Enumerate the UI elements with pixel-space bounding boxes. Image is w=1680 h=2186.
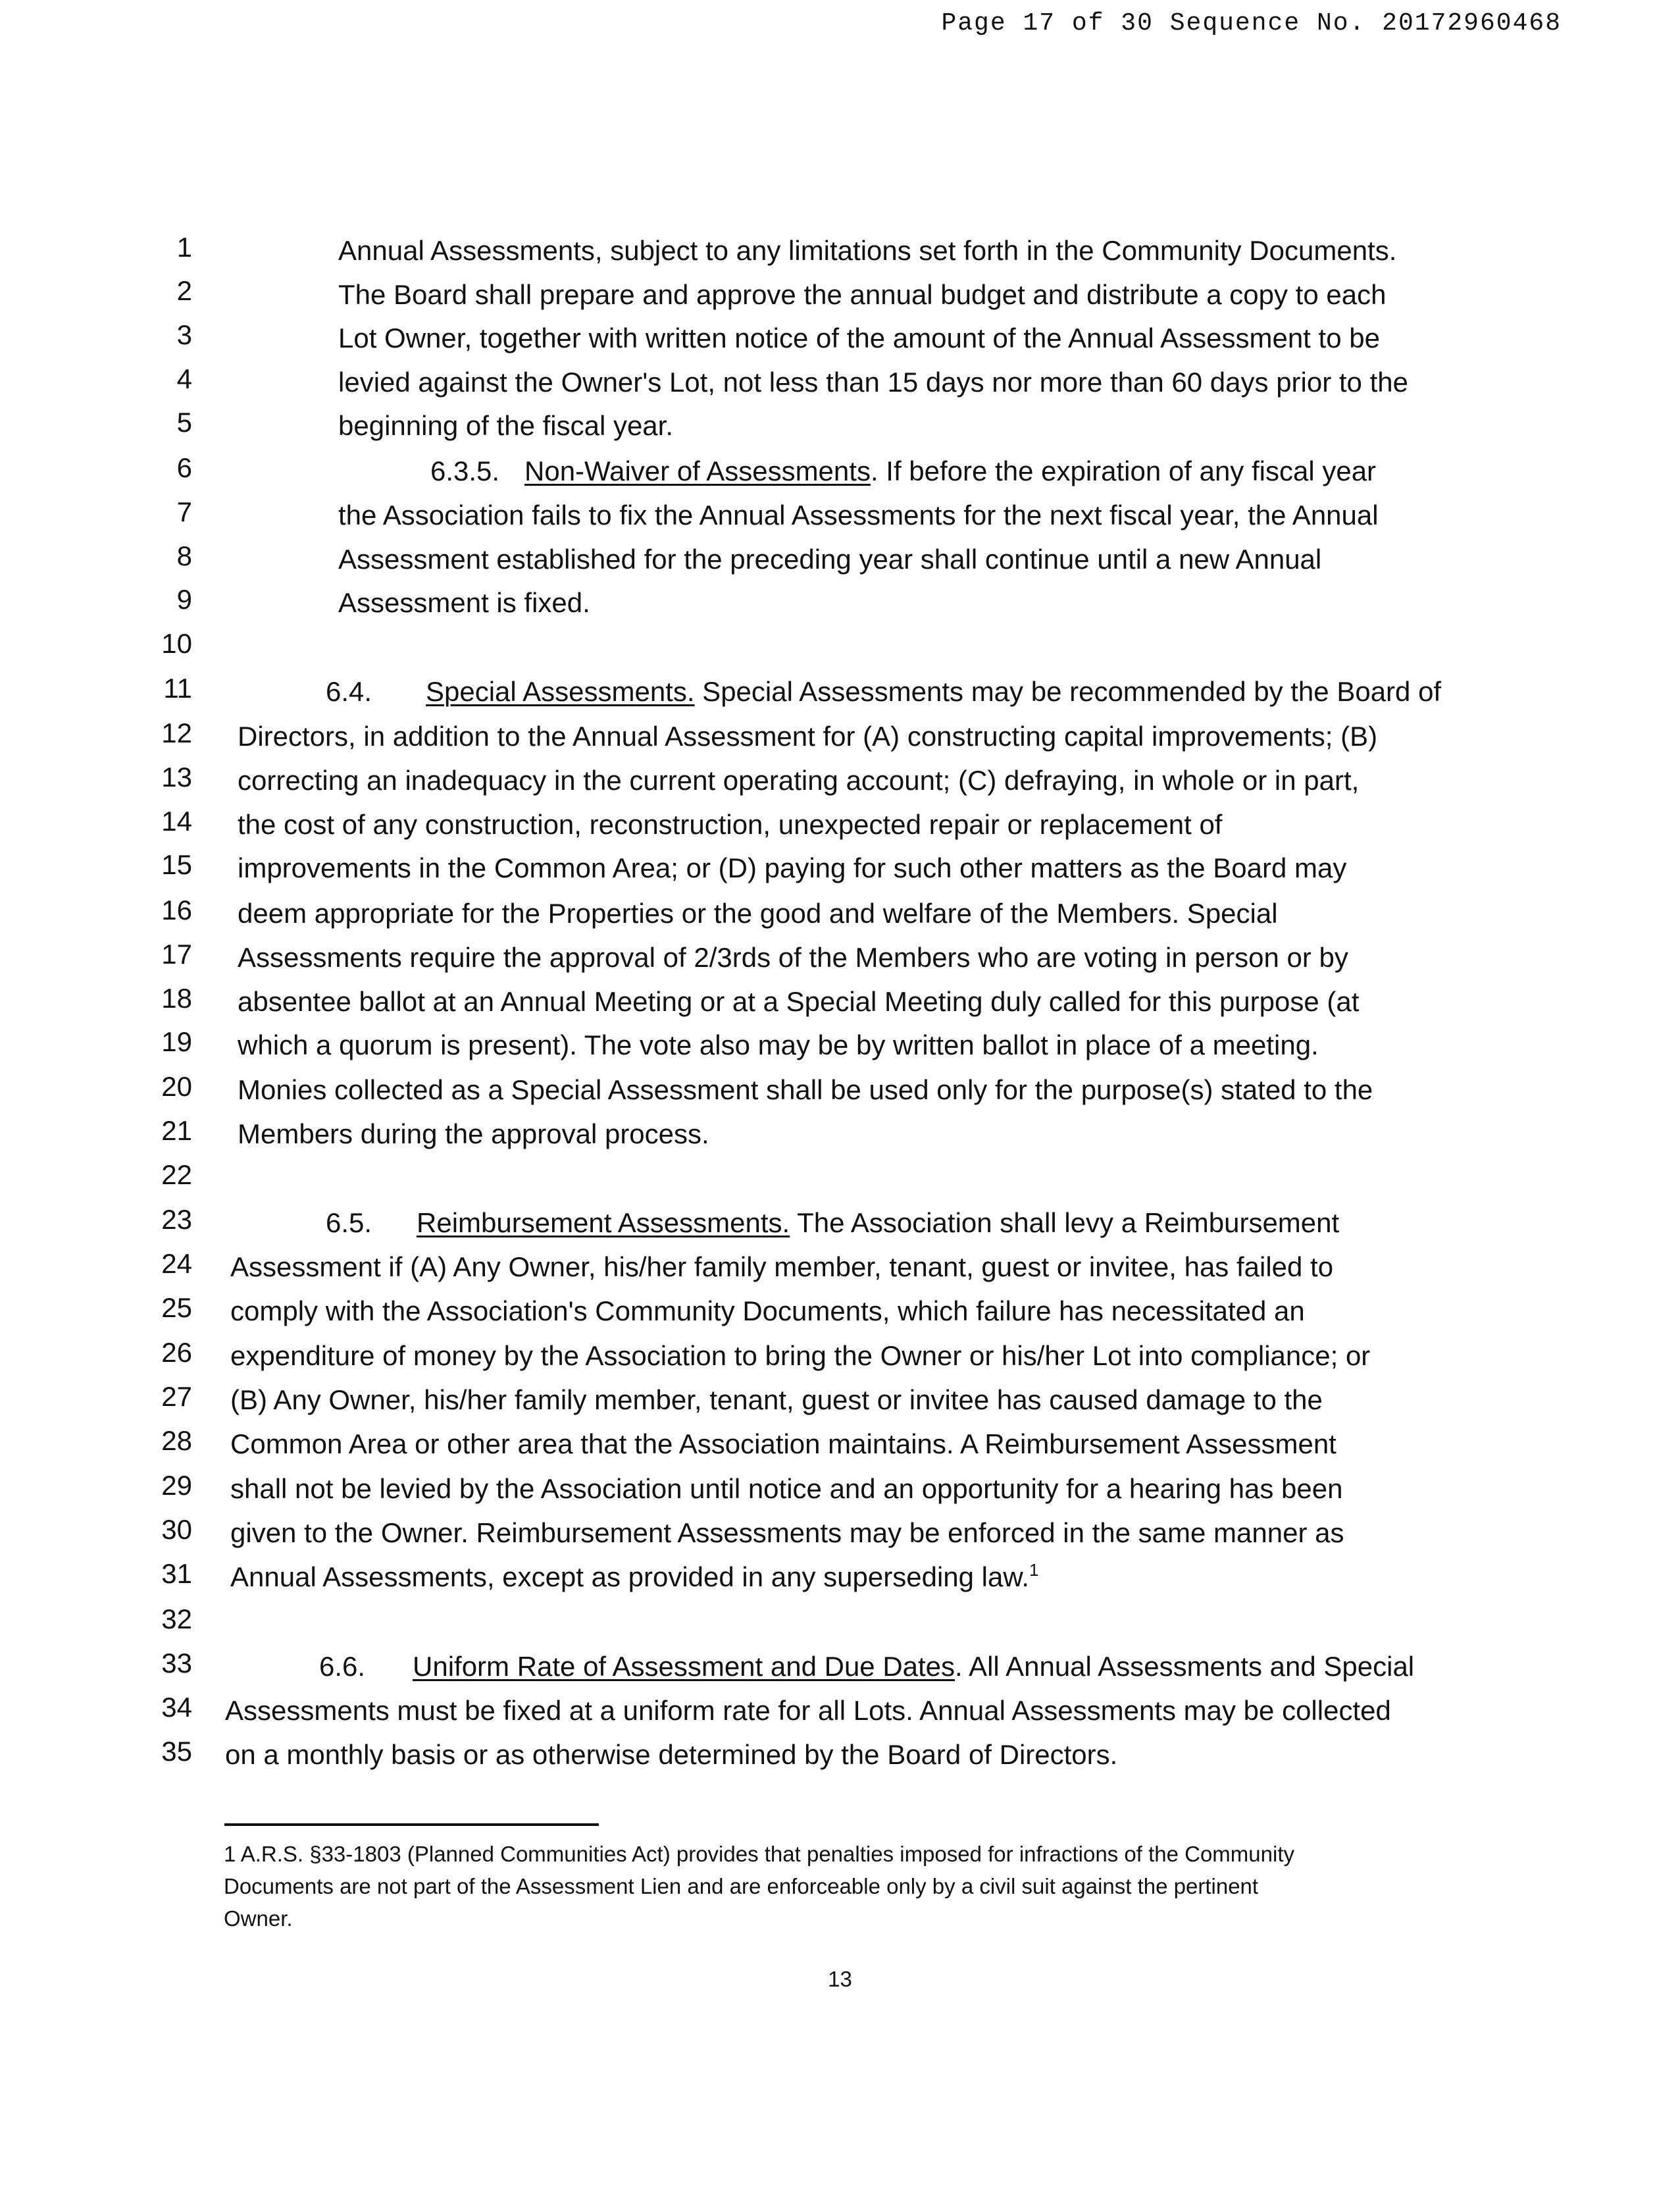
- text-line: Members during the approval process.: [238, 1118, 709, 1149]
- line-number: 11: [163, 673, 192, 704]
- text-line: improvements in the Common Area; or (D) paying for such other matters as the Board may: [238, 852, 1347, 883]
- line-number: 12: [161, 717, 192, 748]
- text-line: the Association fails to fix the Annual Assessments for the next fiscal year, the Annual: [338, 500, 1379, 531]
- text-line: Lot Owner, together with written notice of the amount of the Annual Assessment to be: [338, 323, 1380, 353]
- text-line: given to the Owner. Reimbursement Assessments may be enforced in the same manner as: [230, 1517, 1344, 1548]
- line-number: 22: [161, 1159, 192, 1190]
- text-line: The Board shall prepare and approve the annual budget and distribute a copy to each: [338, 279, 1387, 310]
- line-number: 23: [161, 1204, 192, 1235]
- text-line: Assessment is fixed.: [338, 587, 590, 618]
- line-number: 25: [161, 1292, 192, 1323]
- line-number: 17: [161, 939, 192, 970]
- line-number: 33: [161, 1648, 192, 1679]
- line-number: 34: [161, 1692, 192, 1723]
- line-number: 28: [161, 1425, 192, 1456]
- text-line: levied against the Owner's Lot, not less than 15 days nor more than 60 days prior to the: [338, 367, 1408, 398]
- text-line: Directors, in addition to the Annual Assessment for (A) constructing capital improvements; (B): [238, 721, 1378, 752]
- line-number: 15: [161, 849, 192, 880]
- text-run: The Association shall levy a Reimbursement: [790, 1207, 1340, 1238]
- section-6-3-5-heading-line: [430, 457, 1376, 485]
- text-line: comply with the Association's Community Documents, which failure has necessitated an: [230, 1295, 1305, 1326]
- line-number: 1: [176, 232, 192, 263]
- section-title: Non-Waiver of Assessments: [524, 455, 871, 486]
- section-number: 6.5.: [326, 1207, 372, 1238]
- line-number: 16: [161, 895, 192, 925]
- section-6-4-heading-line: [326, 678, 1441, 706]
- footnote-reference[interactable]: 1: [1029, 1560, 1039, 1580]
- page-number: 13: [828, 1967, 852, 1991]
- page-header: Page 17 of 30 Sequence No. 20172960468: [941, 9, 1562, 38]
- line-number: 2: [176, 275, 192, 306]
- line-number: 20: [161, 1071, 192, 1102]
- line-number: 8: [176, 540, 192, 571]
- text-line: Assessment if (A) Any Owner, his/her family member, tenant, guest or invitee, has failed to: [230, 1251, 1334, 1282]
- line-number: 4: [176, 363, 192, 394]
- line-number: 6: [176, 452, 192, 483]
- text-line: Annual Assessments, subject to any limitations set forth in the Community Documents.: [338, 235, 1397, 266]
- section-title: Reimbursement Assessments.: [417, 1207, 790, 1238]
- line-number: 24: [161, 1248, 192, 1279]
- section-number: 6.6.: [319, 1651, 366, 1682]
- section-title: Special Assessments.: [426, 676, 695, 707]
- footnote-line: Owner.: [224, 1906, 293, 1931]
- text-line: which a quorum is present). The vote also may be by written ballot in place of a meeting.: [238, 1029, 1319, 1060]
- line-number: 32: [161, 1603, 192, 1634]
- line-number: 26: [161, 1337, 192, 1368]
- text-line: shall not be levied by the Association until notice and an opportunity for a hearing has been: [230, 1473, 1343, 1504]
- text-line: the cost of any construction, reconstruction, unexpected repair or replacement of: [238, 809, 1223, 840]
- section-6-5-heading-line: [326, 1209, 1339, 1237]
- footnote-line: Documents are not part of the Assessment Lien and are enforceable only by a civil suit against the pertinent: [224, 1874, 1259, 1898]
- section-title: Uniform Rate of Assessment and Due Dates: [413, 1651, 955, 1682]
- line-number: 10: [161, 628, 192, 659]
- text-run: Annual Assessments, except as provided in any superseding law.: [230, 1561, 1030, 1592]
- text-line: expenditure of money by the Association to bring the Owner or his/her Lot into compliance; or: [230, 1340, 1371, 1371]
- section-number: 6.4.: [326, 676, 372, 707]
- text-line: [230, 1560, 1039, 1592]
- line-number: 9: [176, 584, 192, 615]
- text-line: Assessments must be fixed at a uniform rate for all Lots. Annual Assessments may be collected: [225, 1695, 1391, 1726]
- line-number: 21: [161, 1115, 192, 1146]
- line-number: 13: [161, 762, 192, 793]
- line-number: 27: [161, 1381, 192, 1412]
- line-number: 19: [161, 1026, 192, 1057]
- text-line: on a monthly basis or as otherwise determined by the Board of Directors.: [225, 1739, 1118, 1770]
- text-line: beginning of the fiscal year.: [338, 410, 674, 441]
- line-number: 14: [161, 806, 192, 837]
- text-run: Special Assessments may be recommended by the Board of: [694, 676, 1442, 707]
- line-number: 35: [161, 1736, 192, 1767]
- line-number: 3: [176, 319, 192, 350]
- text-run: . All Annual Assessments and Special: [955, 1651, 1415, 1682]
- line-number: 5: [176, 407, 192, 438]
- text-run: . If before the expiration of any fiscal year: [870, 455, 1377, 486]
- line-number: 18: [161, 983, 192, 1014]
- line-number: 30: [161, 1514, 192, 1545]
- text-line: Assessment established for the preceding year shall continue until a new Annual: [338, 544, 1322, 575]
- line-number: 31: [161, 1558, 192, 1589]
- footnote-separator: [224, 1823, 599, 1826]
- text-line: Common Area or other area that the Association maintains. A Reimbursement Assessment: [230, 1428, 1336, 1459]
- text-line: correcting an inadequacy in the current operating account; (C) defraying, in whole or in part,: [238, 765, 1360, 796]
- section-6-6-heading-line: [319, 1653, 1414, 1680]
- text-line: absentee ballot at an Annual Meeting or at a Special Meeting duly called for this purpose (at: [238, 986, 1360, 1017]
- line-number: 7: [176, 496, 192, 527]
- line-number: 29: [161, 1470, 192, 1501]
- section-number: 6.3.5.: [430, 455, 500, 486]
- text-line: Monies collected as a Special Assessment shall be used only for the purpose(s) stated to the: [238, 1074, 1373, 1105]
- footnote-line: 1 A.R.S. §33-1803 (Planned Communities Act) provides that penalties imposed for infractions of the Community: [224, 1842, 1294, 1866]
- text-line: deem appropriate for the Properties or the good and welfare of the Members. Special: [238, 898, 1278, 929]
- text-line: (B) Any Owner, his/her family member, tenant, guest or invitee has caused damage to the: [230, 1384, 1323, 1415]
- text-line: Assessments require the approval of 2/3rds of the Members who are voting in person or by: [238, 942, 1348, 973]
